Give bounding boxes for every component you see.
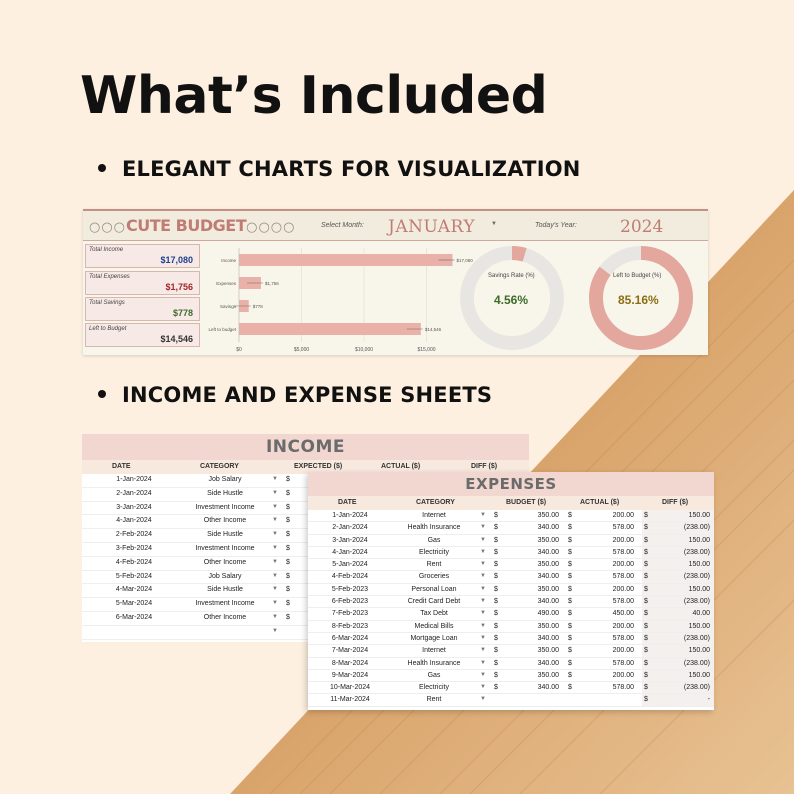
- currency-symbol: $: [494, 585, 498, 593]
- date-cell[interactable]: 9-Mar-2024: [331, 671, 369, 679]
- diff-cell: 150.00: [688, 536, 710, 544]
- col-date: DATE: [112, 463, 131, 470]
- col-expected: EXPECTED ($): [294, 463, 343, 470]
- bullet-charts-text: ELEGANT CHARTS FOR VISUALIZATION: [122, 157, 581, 181]
- actual-cell[interactable]: 200.00: [612, 622, 634, 630]
- chevron-down-icon[interactable]: ▼: [480, 585, 486, 592]
- bullet-dot: [98, 390, 106, 398]
- data-label: $1,756: [264, 281, 279, 286]
- currency-symbol: $: [568, 512, 572, 519]
- chevron-down-icon[interactable]: ▼: [480, 561, 486, 568]
- year-label: Today's Year:: [535, 222, 577, 229]
- date-cell[interactable]: 5-Jan-2024: [332, 561, 368, 569]
- table-row: [308, 670, 714, 682]
- stat-label: Left to Budget: [89, 326, 127, 332]
- currency-symbol: $: [644, 659, 648, 667]
- dashboard-header: [83, 211, 708, 241]
- actual-cell[interactable]: 578.00: [612, 524, 634, 532]
- budget-cell[interactable]: 340.00: [537, 524, 559, 532]
- actual-cell[interactable]: 578.00: [612, 634, 634, 642]
- currency-symbol: $: [644, 512, 648, 519]
- select-month-label: Select Month:: [321, 222, 364, 229]
- chevron-down-icon[interactable]: ▼: [480, 659, 486, 666]
- col-actual: ACTUAL ($): [381, 463, 421, 470]
- bullet-sheets: [98, 383, 492, 407]
- stat-total-expenses: [85, 271, 200, 295]
- date-cell[interactable]: 4-Mar-2024: [115, 586, 153, 594]
- budget-cell[interactable]: 350.00: [537, 622, 559, 630]
- diff-cell: (238.00): [683, 598, 710, 606]
- diff-cell: 150.00: [688, 585, 710, 593]
- budget-cell[interactable]: 490.00: [537, 610, 559, 618]
- currency-symbol: $: [286, 558, 290, 566]
- currency-symbol: $: [644, 671, 648, 679]
- chevron-down-icon[interactable]: ▼: [272, 572, 278, 579]
- category-cell[interactable]: Investment Income: [195, 544, 255, 552]
- table-row: [308, 694, 714, 706]
- expenses-title: EXPENSES: [308, 472, 714, 496]
- category-cell[interactable]: Electricity: [419, 684, 449, 692]
- currency-symbol: $: [644, 610, 648, 618]
- currency-symbol: $: [644, 561, 648, 569]
- bullet-dot: [98, 164, 106, 172]
- diff-cell: (238.00): [683, 524, 710, 532]
- chevron-down-icon[interactable]: ▼: [272, 503, 278, 510]
- diff-cell: (238.00): [683, 573, 710, 581]
- category-cell[interactable]: Job Salary: [208, 572, 242, 580]
- date-cell[interactable]: 11-Mar-2024: [330, 696, 370, 704]
- chevron-down-icon[interactable]: ▼: [480, 524, 486, 531]
- x-tick-label: $10,000: [354, 347, 374, 352]
- actual-cell[interactable]: 200.00: [612, 561, 634, 569]
- budget-cell[interactable]: 350.00: [537, 536, 559, 544]
- diff-cell: (238.00): [683, 684, 710, 692]
- currency-symbol: $: [568, 634, 572, 642]
- currency-symbol: $: [644, 585, 648, 593]
- table-row: [308, 522, 714, 534]
- currency-symbol: $: [494, 684, 498, 692]
- budget-dashboard: [83, 209, 708, 355]
- budget-cell[interactable]: 340.00: [537, 684, 559, 692]
- date-cell[interactable]: 4-Jan-2024: [332, 548, 368, 556]
- data-label: $14,546: [424, 327, 442, 332]
- category-cell[interactable]: Other Income: [203, 558, 247, 566]
- date-cell[interactable]: 5-Mar-2024: [115, 600, 153, 608]
- chevron-down-icon[interactable]: ▼: [480, 634, 486, 641]
- chevron-down-icon[interactable]: ▼: [480, 622, 486, 629]
- date-cell[interactable]: 8-Feb-2023: [331, 622, 369, 630]
- category-cell[interactable]: Personal Loan: [411, 585, 457, 593]
- actual-cell[interactable]: 578.00: [612, 598, 634, 606]
- currency-symbol: $: [286, 586, 290, 594]
- actual-cell[interactable]: 578.00: [612, 548, 634, 556]
- diff-cell: 150.00: [688, 561, 710, 569]
- currency-symbol: $: [568, 684, 572, 692]
- date-cell[interactable]: 7-Mar-2024: [331, 647, 369, 655]
- chevron-down-icon[interactable]: ▼: [272, 489, 278, 496]
- budget-cell[interactable]: 350.00: [537, 585, 559, 593]
- col-date: DATE: [338, 499, 357, 506]
- actual-cell[interactable]: 578.00: [612, 573, 634, 581]
- actual-cell[interactable]: 200.00: [612, 647, 634, 655]
- date-cell[interactable]: 8-Mar-2024: [331, 659, 369, 667]
- budget-cell[interactable]: 350.00: [537, 512, 559, 519]
- diff-cell: (238.00): [683, 659, 710, 667]
- currency-symbol: $: [286, 489, 290, 497]
- chevron-down-icon[interactable]: ▼: [272, 531, 278, 538]
- currency-symbol: $: [286, 544, 290, 552]
- budget-cell[interactable]: 350.00: [537, 647, 559, 655]
- table-row: [308, 633, 714, 645]
- chevron-down-icon[interactable]: ▼: [480, 598, 486, 605]
- date-cell[interactable]: 2-Jan-2024: [332, 524, 368, 532]
- year-value: 2024: [620, 217, 664, 237]
- currency-symbol: $: [494, 647, 498, 655]
- currency-symbol: $: [494, 536, 498, 544]
- category-cell[interactable]: Gas: [427, 536, 441, 544]
- table-row: [308, 645, 714, 657]
- bar: [239, 254, 453, 266]
- bar: [239, 323, 421, 335]
- actual-cell[interactable]: 200.00: [612, 512, 634, 519]
- chevron-down-icon[interactable]: ▼: [272, 476, 278, 482]
- category-cell[interactable]: Investment Income: [195, 503, 255, 511]
- date-cell[interactable]: 3-Feb-2024: [115, 544, 153, 552]
- currency-symbol: $: [494, 573, 498, 581]
- table-row: [308, 510, 714, 522]
- date-cell[interactable]: 7-Feb-2023: [331, 610, 369, 618]
- stat-label: Total Savings: [89, 300, 125, 306]
- category-cell[interactable]: Internet: [422, 512, 446, 519]
- currency-symbol: $: [494, 561, 498, 569]
- category-cell[interactable]: Credit Card Debt: [407, 598, 461, 606]
- chevron-down-icon[interactable]: ▼: [272, 544, 278, 551]
- budget-cell[interactable]: 350.00: [537, 561, 559, 569]
- col-actual: ACTUAL ($): [580, 499, 620, 506]
- category-cell[interactable]: Other Income: [203, 517, 247, 525]
- date-cell[interactable]: 2-Feb-2024: [115, 531, 153, 539]
- currency-symbol: $: [644, 573, 648, 581]
- actual-cell[interactable]: 200.00: [612, 671, 634, 679]
- currency-symbol: $: [644, 634, 648, 642]
- chevron-down-icon[interactable]: ▼: [480, 684, 486, 691]
- chevron-down-icon[interactable]: ▼: [480, 548, 486, 555]
- currency-symbol: $: [286, 476, 290, 483]
- actual-cell[interactable]: 578.00: [612, 684, 634, 692]
- budget-cell[interactable]: 350.00: [537, 671, 559, 679]
- currency-symbol: $: [568, 524, 572, 532]
- currency-symbol: $: [568, 659, 572, 667]
- savings-rate-value: 4.56%: [494, 293, 529, 307]
- date-cell[interactable]: 6-Mar-2024: [115, 613, 153, 621]
- currency-symbol: $: [568, 536, 572, 544]
- budget-cell[interactable]: 340.00: [537, 548, 559, 556]
- currency-symbol: $: [568, 561, 572, 569]
- chevron-down-icon[interactable]: ▼: [480, 610, 486, 617]
- currency-symbol: $: [644, 536, 648, 544]
- currency-symbol: $: [286, 613, 290, 621]
- left-to-budget-value: 85.16%: [618, 293, 659, 307]
- currency-symbol: $: [568, 573, 572, 581]
- category-cell[interactable]: Job Salary: [208, 476, 242, 483]
- diff-cell: 150.00: [688, 622, 710, 630]
- category-cell[interactable]: Mortgage Loan: [410, 634, 458, 642]
- category-cell[interactable]: Other Income: [203, 613, 247, 621]
- brand-circles-left: ○○○: [89, 220, 127, 235]
- chevron-down-icon[interactable]: ▼: [272, 586, 278, 593]
- chevron-down-icon[interactable]: ▼: [491, 221, 497, 227]
- date-cell[interactable]: 4-Feb-2024: [331, 573, 369, 581]
- x-tick-label: $5,000: [293, 347, 310, 352]
- currency-symbol: $: [286, 600, 290, 608]
- budget-cell[interactable]: 340.00: [537, 573, 559, 581]
- category-cell[interactable]: Gas: [427, 671, 441, 679]
- currency-symbol: $: [568, 647, 572, 655]
- currency-symbol: $: [644, 524, 648, 532]
- col-diff: DIFF ($): [662, 499, 689, 506]
- currency-symbol: $: [286, 531, 290, 539]
- currency-symbol: $: [494, 548, 498, 556]
- category-cell[interactable]: Tax Debt: [420, 610, 448, 618]
- date-cell[interactable]: 4-Feb-2024: [115, 558, 153, 566]
- bullet-charts: [98, 157, 581, 181]
- stat-value: $1,756: [165, 282, 193, 292]
- col-category: CATEGORY: [416, 499, 455, 506]
- currency-symbol: $: [568, 548, 572, 556]
- brand-logo: [89, 216, 296, 235]
- stat-total-income: [85, 244, 200, 268]
- col-category: CATEGORY: [200, 463, 239, 470]
- budget-cell[interactable]: 340.00: [537, 598, 559, 606]
- category-cell[interactable]: Health Insurance: [407, 524, 461, 532]
- table-row: [308, 559, 714, 571]
- table-row: [308, 584, 714, 596]
- currency-symbol: $: [568, 610, 572, 618]
- currency-symbol: $: [568, 622, 572, 630]
- currency-symbol: $: [644, 622, 648, 630]
- currency-symbol: $: [494, 622, 498, 630]
- chevron-down-icon[interactable]: ▼: [272, 613, 278, 620]
- chevron-down-icon[interactable]: ▼: [272, 600, 278, 607]
- income-title: INCOME: [82, 434, 529, 460]
- currency-symbol: $: [494, 598, 498, 606]
- x-tick-label: $0: [236, 347, 242, 352]
- currency-symbol: $: [644, 696, 648, 704]
- currency-symbol: $: [494, 634, 498, 642]
- category-cell[interactable]: Health Insurance: [407, 659, 461, 667]
- budget-cell[interactable]: 340.00: [537, 659, 559, 667]
- category-cell[interactable]: Internet: [422, 647, 446, 655]
- currency-symbol: $: [286, 572, 290, 580]
- date-cell[interactable]: 6-Feb-2023: [331, 598, 369, 606]
- category-cell[interactable]: Side Hustle: [207, 489, 243, 497]
- currency-symbol: $: [644, 647, 648, 655]
- chevron-down-icon[interactable]: ▼: [480, 573, 486, 580]
- currency-symbol: $: [494, 671, 498, 679]
- stat-label: Total Expenses: [89, 274, 130, 280]
- stat-total-savings: [85, 297, 200, 321]
- currency-symbol: $: [494, 659, 498, 667]
- brand-name: CUTE BUDGET: [126, 216, 247, 235]
- table-row: [308, 621, 714, 633]
- table-row: [308, 608, 714, 620]
- category-label: Income: [221, 258, 236, 263]
- table-row: [308, 658, 714, 670]
- chevron-down-icon[interactable]: ▼: [272, 558, 278, 565]
- currency-symbol: $: [568, 671, 572, 679]
- chevron-down-icon[interactable]: ▼: [480, 536, 486, 543]
- diff-cell: 150.00: [688, 671, 710, 679]
- currency-symbol: $: [494, 610, 498, 618]
- currency-symbol: $: [494, 524, 498, 532]
- category-cell[interactable]: Side Hustle: [207, 586, 243, 594]
- category-cell[interactable]: Groceries: [418, 573, 450, 581]
- category-label: Expenses: [216, 281, 236, 286]
- col-diff: DIFF ($): [471, 463, 498, 470]
- currency-symbol: $: [644, 684, 648, 692]
- expenses-sheet: [308, 472, 714, 710]
- data-label: $778: [252, 304, 263, 309]
- date-cell[interactable]: 2-Jan-2024: [116, 489, 152, 497]
- diff-cell: 40.00: [692, 610, 710, 618]
- stat-value: $17,080: [160, 255, 193, 265]
- diff-cell: -: [707, 696, 710, 704]
- date-cell[interactable]: 10-Mar-2024: [329, 684, 371, 692]
- stat-value: $14,546: [160, 334, 193, 344]
- bullet-sheets-text: INCOME AND EXPENSE SHEETS: [122, 383, 493, 407]
- date-cell[interactable]: 5-Feb-2023: [331, 585, 369, 593]
- expense-rows: [308, 510, 714, 707]
- stat-value: $778: [172, 308, 193, 318]
- left-to-budget-title: Left to Budget (%): [613, 273, 662, 279]
- table-row: [308, 571, 714, 583]
- chevron-down-icon[interactable]: ▼: [272, 627, 278, 634]
- chevron-down-icon[interactable]: ▼: [480, 512, 486, 518]
- currency-symbol: $: [286, 503, 290, 511]
- actual-cell[interactable]: 200.00: [612, 536, 634, 544]
- diff-cell: (238.00): [683, 634, 710, 642]
- category-cell[interactable]: Medical Bills: [414, 622, 454, 630]
- actual-cell[interactable]: 200.00: [612, 585, 634, 593]
- diff-cell: (238.00): [683, 548, 710, 556]
- diff-cell: 150.00: [688, 512, 710, 519]
- actual-cell[interactable]: 450.00: [612, 610, 634, 618]
- date-cell[interactable]: 3-Jan-2024: [332, 536, 368, 544]
- category-label: Savings: [219, 304, 236, 309]
- x-tick-label: $15,000: [417, 347, 436, 352]
- budget-cell[interactable]: 340.00: [537, 634, 559, 642]
- chevron-down-icon[interactable]: ▼: [480, 647, 486, 654]
- date-cell[interactable]: 1-Jan-2024: [116, 476, 152, 483]
- date-cell[interactable]: 6-Mar-2024: [331, 634, 369, 642]
- date-cell[interactable]: 1-Jan-2024: [332, 512, 368, 519]
- category-cell[interactable]: Rent: [426, 561, 442, 569]
- category-cell[interactable]: Side Hustle: [207, 531, 243, 539]
- budget-bar-chart: [203, 244, 493, 352]
- currency-symbol: $: [286, 517, 290, 525]
- actual-cell[interactable]: 578.00: [612, 659, 634, 667]
- date-cell[interactable]: 3-Jan-2024: [116, 503, 152, 511]
- diff-cell: 150.00: [688, 647, 710, 655]
- category-label: Left to budget: [208, 327, 236, 332]
- chevron-down-icon[interactable]: ▼: [480, 671, 486, 678]
- currency-symbol: $: [568, 585, 572, 593]
- table-row: [308, 596, 714, 608]
- table-row: [308, 682, 714, 694]
- currency-symbol: $: [644, 598, 648, 606]
- stat-label: Total Income: [89, 247, 124, 253]
- data-label: $17,080: [456, 258, 473, 263]
- table-row: [308, 547, 714, 559]
- expenses-header-row: [308, 496, 714, 510]
- chevron-down-icon[interactable]: ▼: [272, 517, 278, 524]
- category-cell[interactable]: Investment Income: [195, 600, 255, 608]
- stat-left-to-budget: [85, 323, 200, 347]
- date-cell[interactable]: 5-Feb-2024: [115, 572, 153, 580]
- date-cell[interactable]: 4-Jan-2024: [116, 517, 152, 525]
- col-budget: BUDGET ($): [506, 499, 547, 506]
- page-headline: What’s Included: [80, 66, 548, 126]
- savings-rate-title: Savings Rate (%): [488, 273, 535, 279]
- currency-symbol: $: [568, 598, 572, 606]
- table-row: [308, 535, 714, 547]
- category-cell[interactable]: Rent: [426, 696, 442, 704]
- month-dropdown[interactable]: JANUARY: [388, 217, 476, 237]
- chevron-down-icon[interactable]: ▼: [480, 696, 486, 703]
- currency-symbol: $: [644, 548, 648, 556]
- brand-circles-right: ○○○○: [246, 220, 296, 235]
- category-cell[interactable]: Electricity: [419, 548, 449, 556]
- currency-symbol: $: [494, 512, 498, 519]
